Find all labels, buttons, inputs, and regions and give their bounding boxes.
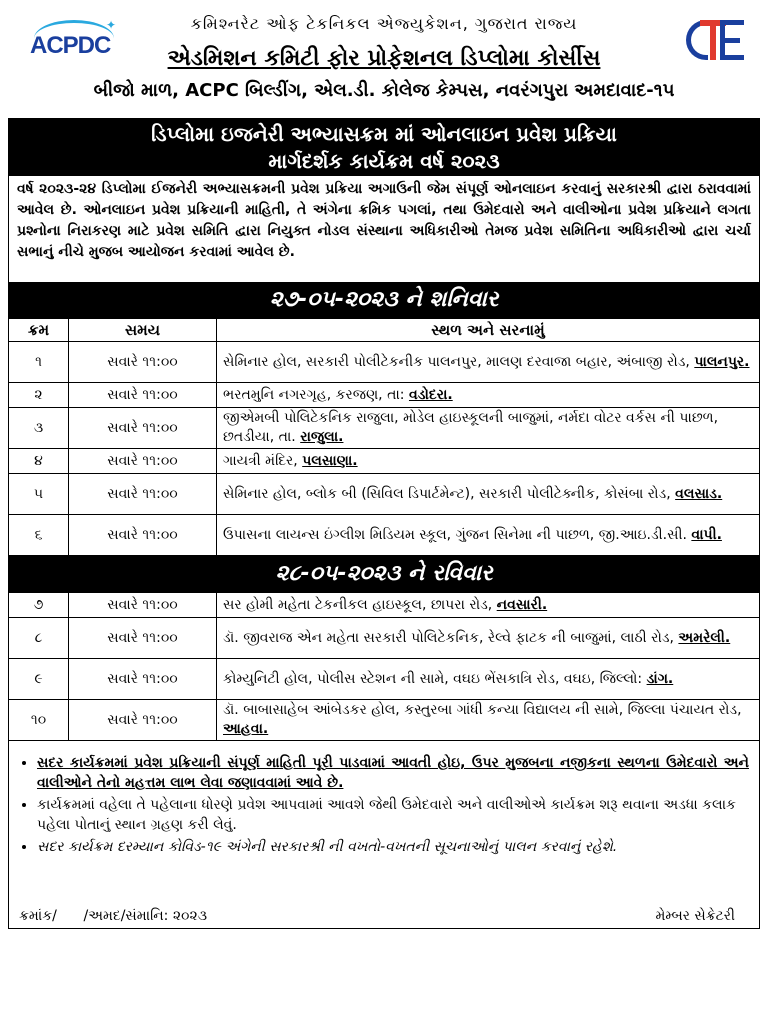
- header: [8, 6, 760, 116]
- schedule-table-day1: [8, 318, 760, 556]
- committee-name: એડમિશન કમિટી ફોર પ્રોફેશનલ ડિપ્લોમા કોર્સીસ: [167, 46, 601, 71]
- col-header-time: સમય: [69, 319, 217, 342]
- col-header-place: સ્થળ અને સરનામું: [217, 319, 760, 342]
- table-row: ૮ સવારે ૧૧:૦૦ ડૉ. જીવરાજ એન મહેતા સરકારી પોલિટેકનિક, રેલ્વે ફાટક ની બાજુમાં, લાઠી રોડ, અમરેલી.: [9, 618, 760, 659]
- table-row: ૪ સવારે ૧૧:૦૦ ગાયત્રી મંદિર, પલસાણા.: [9, 449, 760, 474]
- notes-section: [8, 741, 760, 929]
- table-row: ૭ સવારે ૧૧:૦૦ સર હોમી મહેતા ટેકનીકલ હાઇસ્કૂલ, છાપરા રોડ, નવસારી.: [9, 593, 760, 618]
- table-header-row: [9, 319, 760, 342]
- table-row: ૧૦ સવારે ૧૧:૦૦ ડૉ. બાબાસાહેબ આંબેડકર હોલ, કસ્તુરબા ગાંધી કન્યા વિદ્યાલય ની સામે, જિલ્લા પંચાયત રોડ, આહવા.: [9, 700, 760, 741]
- intro-paragraph: વર્ષ ૨૦૨૩-૨૪ ડિપ્લોમા ઈજનેરી અભ્યાસક્રમની પ્રવેશ પ્રક્રિયા અગાઉની જેમ સંપૂર્ણ ઓનલાઇન કરવાનું સરકારશ્રી દ્વારા ઠરાવવામાં આવેલ છે. ઓનલાઇન પ્રવેશ પ્રક્રિયાની માહિતી, તે અંગેના ક્રમિક પગલાં, તથા ઉમેદવારો અને વાલીઓના પ્રવેશ પ્રક્રિયાને લગતા પ્રશ્નોના નિરાકરણ માટે પ્રવેશ સમિતિ દ્વારા નિયુક્ત નોડલ સંસ્થાના અધિકારીઓ તેમજ પ્રવેશ સમિતિના અધિકારીઓ દ્વારા ચર્ચા સભાનું નીચે મુજબ આયોજન કરવામાં આવેલ છે.: [8, 176, 760, 282]
- table-row: ૨ સવારે ૧૧:૦૦ ભરતમુનિ નગરગૃહ, કરજણ, તા: વડોદરા.: [9, 383, 760, 408]
- signatory: મેમ્બર સેક્રેટરી: [655, 908, 735, 924]
- title-line-1: ડિપ્લોમા ઇજનેરી અભ્યાસક્રમ માં ઓનલાઇન પ્રવેશ પ્રક્રિયા: [151, 122, 617, 146]
- schedule-table-day2: [8, 592, 760, 741]
- day1-banner: ૨૭-૦૫-૨૦૨૩ ને શનિવાર: [8, 282, 760, 318]
- table-row: ૯ સવારે ૧૧:૦૦ કોમ્યુનિટી હોલ, પોલીસ સ્ટેશન ની સામે, વઘઇ ભેંસકાત્રિ રોડ, વઘઇ, જિલ્લો: ડાંગ.: [9, 659, 760, 700]
- title-banner: [8, 118, 760, 176]
- table-row: ૩ સવારે ૧૧:૦૦ જીએમબી પોલિટેકનિક રાજુલા, મોડેલ હાઇસ્કૂલની બાજુમાં, નર્મદા વોટર વર્કસ ની પાછળ, છતડીયા, તા. રાજુલા.: [9, 408, 760, 449]
- note-item: • સદર કાર્યક્રમ દરમ્યાન કોવિડ-૧૯ અંગેની સરકારશ્રી ની વખતો-વખતની સૂચનાઓનું પાલન કરવાનું રહેશે.: [37, 837, 749, 857]
- note-item: • સદર કાર્યક્રમમાં પ્રવેશ પ્રક્રિયાની સંપૂર્ણ માહિતી પૂરી પાડવામાં આવતી હોઇ, ઉપર મુજબના નજીકના સ્થળના ઉમેદવારો અને વાલીઓને તેનો મહત્તમ લાભ લેવા જણાવવામાં આવે છે.: [37, 753, 749, 793]
- title-line-2: માર્ગદર્શક કાર્યક્રમ વર્ષ ૨૦૨૩: [268, 149, 500, 173]
- acpdc-logo: ✦ ACPDC: [30, 18, 116, 59]
- footer: [19, 908, 735, 924]
- table-row: ૫ સવારે ૧૧:૦૦ સેમિનાર હોલ, બ્લોક બી (સિવિલ ડિપાર્ટમેન્ટ), સરકારી પોલીટેક્નીક, કોસંબા રોડ, વલસાડ.: [9, 474, 760, 515]
- department-name: કમિશ્નરેટ ઓફ ટેકનિકલ એજ્યુકેશન, ગુજરાત રાજ્ય: [190, 14, 578, 33]
- table-row: ૧ સવારે ૧૧:૦૦ સેમિનાર હોલ, સરકારી પોલીટેકનીક પાલનપુર, માલણ દરવાજા બહાર, અંબાજી રોડ, પાલનપુર.: [9, 342, 760, 383]
- col-header-num: ક્રમ: [9, 319, 69, 342]
- table-row: ૬ સવારે ૧૧:૦૦ ઉપાસના લાયન્સ ઇંગ્લીશ મિડિયમ સ્કૂલ, ગુંજન સિનેમા ની પાછળ, જી.આઇ.ડી.સી. વાપી.: [9, 515, 760, 556]
- reference-number: ક્રમાંક/ /અમદ/સંમાનિ: ૨૦૨૩: [19, 908, 208, 924]
- day2-banner: ૨૮-૦૫-૨૦૨૩ ને રવિવાર: [8, 556, 760, 592]
- office-address: બીજો માળ, ACPC બિલ્ડીંગ, એલ.ડી. કોલેજ કેમ્પસ, નવરંગપુરા અમદાવાદ-૧૫: [93, 80, 675, 101]
- note-item: • કાર્યક્રમમાં વહેલા તે પહેલાના ધોરણે પ્રવેશ આપવામાં આવશે જેથી ઉમેદવારો અને વાલીઓએ કાર્યક્રમ શરૂ થવાના અડધા કલાક પહેલા પોતાનું સ્થાન ગ્રહણ કરી લેવું.: [37, 795, 749, 835]
